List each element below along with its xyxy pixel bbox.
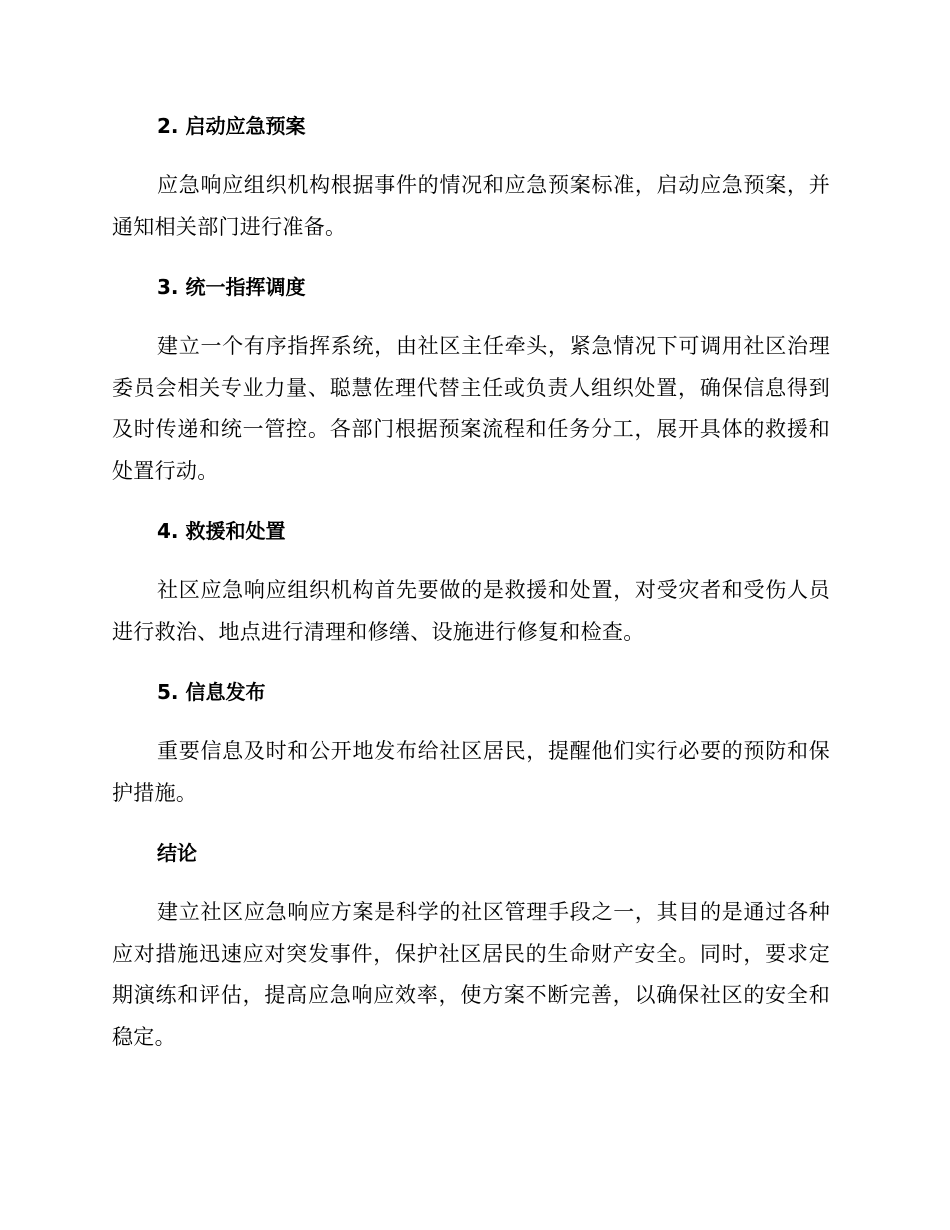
section-conclusion [112, 838, 830, 1058]
section-heading: 5. 信息发布 [157, 680, 266, 704]
section-unified-command [112, 272, 830, 492]
section-paragraph: 重要信息及时和公开地发布给社区居民，提醒他们实行必要的预防和保护措施。 [112, 739, 830, 805]
section-start-emergency-plan [112, 111, 830, 248]
section-information-release [112, 677, 830, 814]
section-paragraph: 建立社区应急响应方案是科学的社区管理手段之一，其目的是通过各种应对措施迅速应对突发事件，保护社区居民的生命财产安全。同时，要求定期演练和评估，提高应急响应效率，使方案不断完善，以确保社区的安全和稳定。 [112, 900, 830, 1049]
section-heading: 4. 救援和处置 [157, 519, 286, 543]
section-heading: 3. 统一指挥调度 [157, 275, 306, 299]
section-paragraph: 建立一个有序指挥系统，由社区主任牵头，紧急情况下可调用社区治理委员会相关专业力量、聪慧佐理代替主任或负责人组织处置，确保信息得到及时传递和统一管控。各部门根据预案流程和任务分工，展开具体的救援和处置行动。 [112, 334, 830, 483]
document-body [112, 111, 830, 1082]
section-heading: 结论 [157, 841, 197, 865]
section-rescue-and-disposal [112, 516, 830, 653]
section-heading: 2. 启动应急预案 [157, 114, 306, 138]
section-paragraph: 应急响应组织机构根据事件的情况和应急预案标准，启动应急预案，并通知相关部门进行准备。 [112, 173, 830, 239]
section-paragraph: 社区应急响应组织机构首先要做的是救援和处置，对受灾者和受伤人员进行救治、地点进行清理和修缮、设施进行修复和检查。 [112, 578, 830, 644]
